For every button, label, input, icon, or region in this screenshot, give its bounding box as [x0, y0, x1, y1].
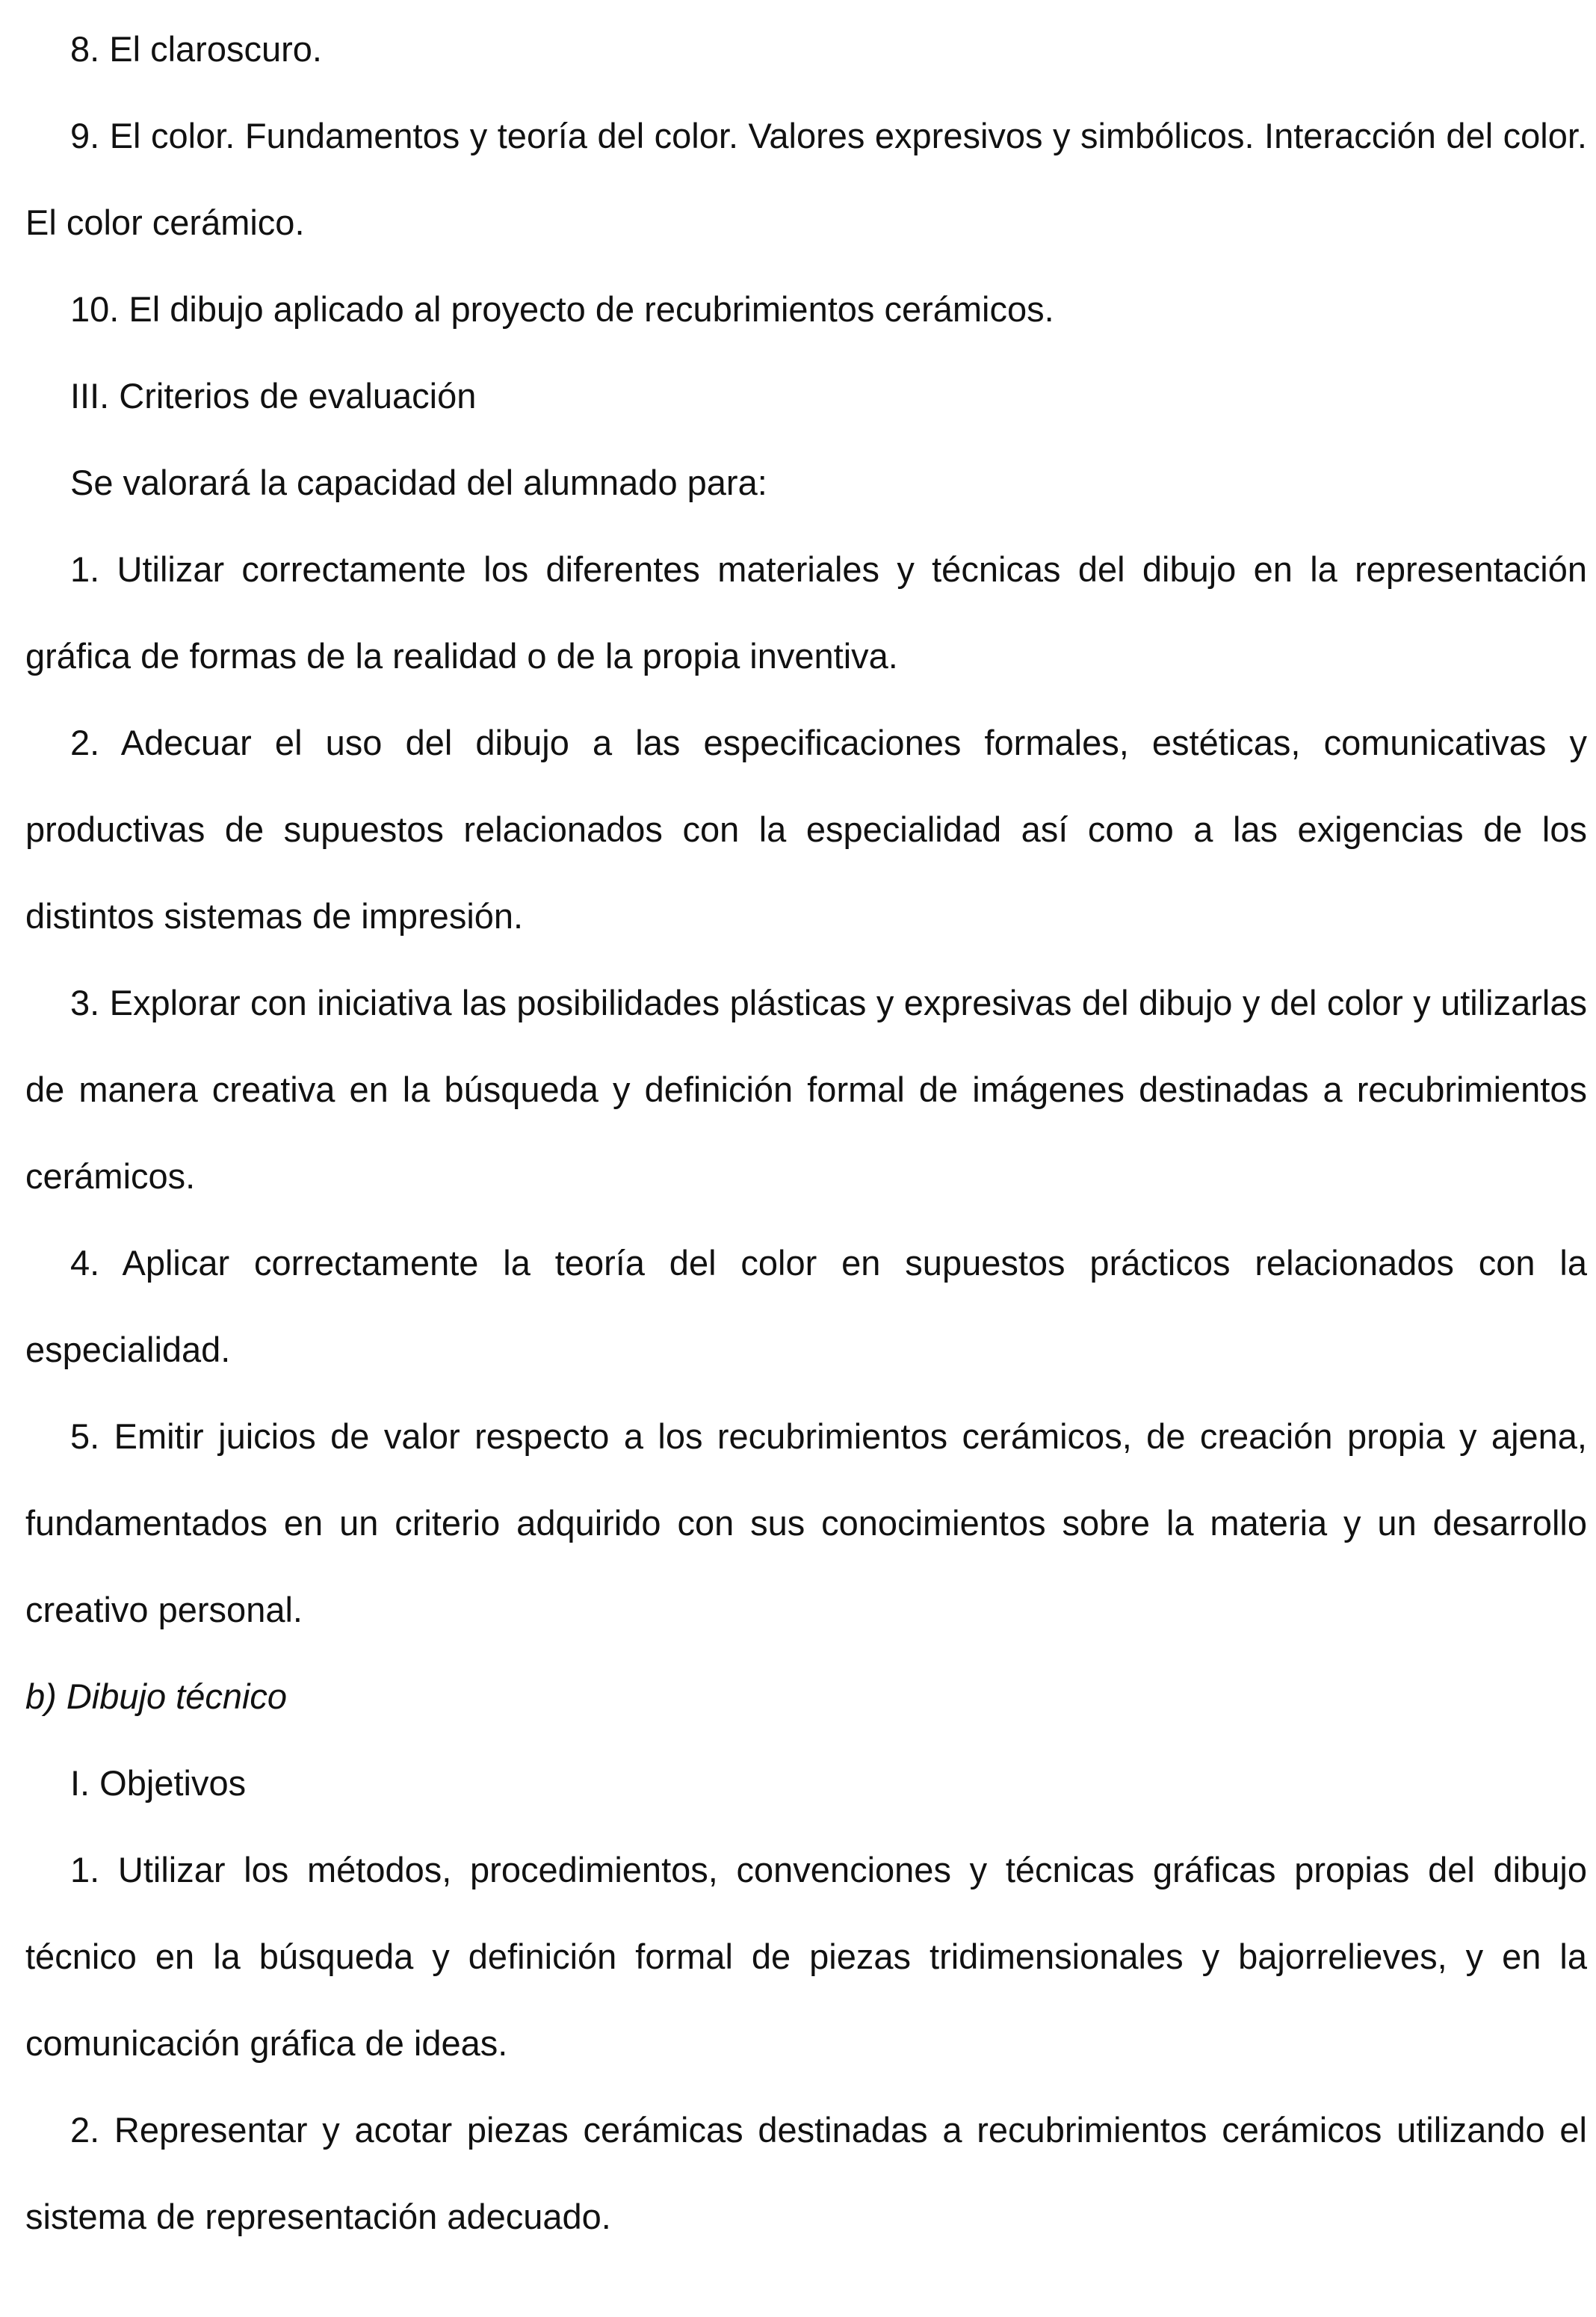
subsection-title-dibujo-tecnico: b) Dibujo técnico	[25, 1676, 288, 1716]
objective-2: 2. Representar y acotar piezas cerámicas destinadas a recubrimientos cerámicos utilizando el sistema de representación adecuado.	[25, 2110, 1587, 2236]
list-item-dibujo-aplicado: 10. El dibujo aplicado al proyecto de recubrimientos cerámicos.	[70, 289, 1054, 329]
criterion-2: 2. Adecuar el uso del dibujo a las especificaciones formales, estéticas, comunicativas y productivas de supuestos relacionados con la especialidad así como a las exigencias de los distintos sistemas de impresión.	[25, 723, 1587, 936]
section-heading-criterios: III. Criterios de evaluación	[70, 376, 477, 416]
criterion-4: 4. Aplicar correctamente la teoría del color en supuestos prácticos relacionados con la especialidad.	[25, 1243, 1587, 1369]
criterion-5: 5. Emitir juicios de valor respecto a los recubrimientos cerámicos, de creación propia y ajena, fundamentados en un criterio adquirido con sus conocimientos sobre la materia y un desarrollo creativo personal.	[25, 1416, 1587, 1629]
section-heading-objetivos: I. Objetivos	[70, 1763, 247, 1803]
intro-sentence: Se valorará la capacidad del alumnado para:	[70, 463, 767, 502]
criterion-3: 3. Explorar con iniciativa las posibilidades plásticas y expresivas del dibujo y del color y utilizarlas de manera creativa en la búsqueda y definición formal de imágenes destinadas a recubrimientos cerámicos.	[25, 983, 1587, 1196]
criterion-1: 1. Utilizar correctamente los diferentes materiales y técnicas del dibujo en la representación gráfica de formas de la realidad o de la propia inventiva.	[25, 549, 1587, 676]
objective-1: 1. Utilizar los métodos, procedimientos, convenciones y técnicas gráficas propias del dibujo técnico en la búsqueda y definición formal de piezas tridimensionales y bajorrelieves, y en la comunicación gráfica de ideas.	[25, 1850, 1587, 2063]
document-page	[25, 6, 1587, 2260]
list-item-color: 9. El color. Fundamentos y teoría del color. Valores expresivos y simbólicos. Interacción del color. El color cerámico.	[25, 116, 1587, 242]
list-item-claroscuro: 8. El claroscuro.	[70, 29, 322, 69]
